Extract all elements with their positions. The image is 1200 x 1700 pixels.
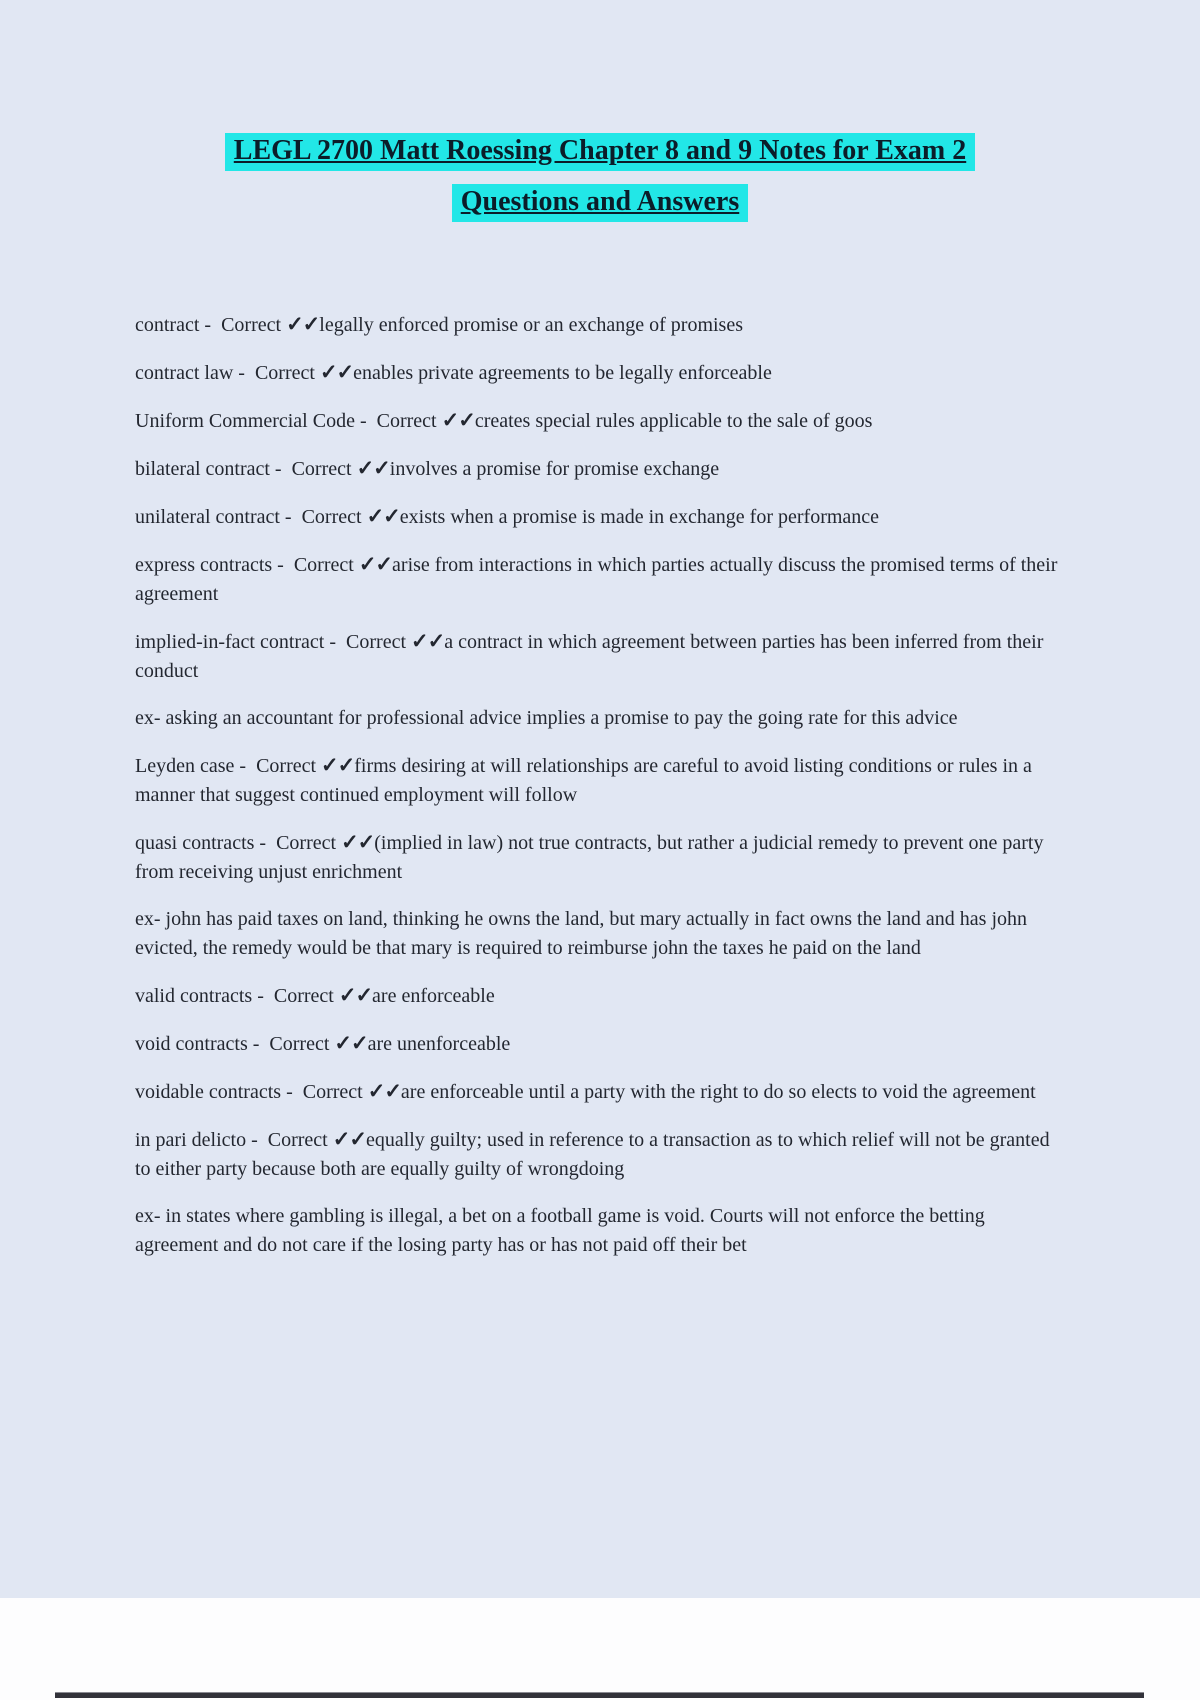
note-text: ex- in states where gambling is illegal, a bet on a football game is void. Courts will not enforce the betting agreement and do not care if the losing party has or has not paid off their bet <box>135 1205 985 1256</box>
qa-term: Uniform Commercial Code <box>135 410 355 432</box>
qa-term: bilateral contract <box>135 458 270 480</box>
page-title <box>0 133 1200 222</box>
qa-answer: a contract in which agreement between parties has been inferred from their conduct <box>135 631 1044 682</box>
note-text: ex- john has paid taxes on land, thinking he owns the land, but mary actually in fact owns the land and has john evicted, the remedy would be that mary is required to reimburse john the taxes he paid on the land <box>135 908 1028 959</box>
qa-term: contract law <box>135 362 234 384</box>
qa-answer: firms desiring at will relationships are careful to avoid listing conditions or rules in a manner that suggest continued employment will follow <box>135 755 1032 806</box>
checkmark-icons: ✓✓ <box>411 629 445 653</box>
qa-separator: - <box>254 832 277 854</box>
qa-separator: - <box>272 554 294 576</box>
page-title-text-2: Questions and Answers <box>452 184 749 222</box>
qa-separator: - <box>247 1033 270 1055</box>
correct-label: Correct <box>346 631 407 653</box>
qa-item <box>135 406 1065 436</box>
qa-term: quasi contracts <box>135 832 255 854</box>
correct-label: Correct <box>221 314 282 336</box>
qa-answer: creates special rules applicable to the sale of goos <box>474 410 873 432</box>
qa-item <box>135 627 1065 686</box>
correct-label: Correct <box>273 985 334 1007</box>
correct-label: Correct <box>293 554 354 576</box>
qa-item <box>135 310 1065 340</box>
correct-label: Correct <box>291 458 352 480</box>
qa-item <box>135 358 1065 388</box>
note-text: ex- asking an accountant for professional advice implies a promise to pay the going rate for this advice <box>135 707 958 729</box>
qa-item <box>135 981 1065 1011</box>
qa-term: express contracts <box>135 554 273 576</box>
qa-answer: involves a promise for promise exchange <box>389 458 720 480</box>
page-title-text-1: LEGL 2700 Matt Roessing Chapter 8 and 9 Notes for Exam 2 <box>225 133 975 171</box>
checkmark-icons: ✓✓ <box>286 312 320 336</box>
qa-list <box>135 310 1065 1260</box>
qa-answer: equally guilty; used in reference to a transaction as to which relief will not be granted to either party because both are equally guilty of wrongdoing <box>135 1129 1050 1180</box>
example-note <box>135 704 1065 733</box>
qa-answer: arise from interactions in which parties actually discuss the promised terms of their agreement <box>135 554 1058 605</box>
qa-term: unilateral contract <box>135 506 280 528</box>
checkmark-icons: ✓✓ <box>321 753 355 777</box>
qa-answer: legally enforced promise or an exchange of promises <box>319 314 743 336</box>
example-note <box>135 1202 1065 1260</box>
qa-separator: - <box>354 410 377 432</box>
qa-separator: - <box>233 362 255 384</box>
checkmark-icons: ✓✓ <box>367 1079 401 1103</box>
correct-label: Correct <box>256 755 317 777</box>
qa-term: contract <box>135 314 200 336</box>
qa-separator: - <box>281 1081 303 1103</box>
qa-item <box>135 454 1065 484</box>
checkmark-icons: ✓✓ <box>366 504 400 528</box>
qa-separator: - <box>279 506 302 528</box>
qa-separator: - <box>324 631 347 653</box>
qa-answer: exists when a promise is made in exchange for performance <box>399 506 880 528</box>
checkmark-icons: ✓✓ <box>319 360 354 384</box>
page-divider-bar <box>55 1692 1144 1698</box>
qa-term: void contracts <box>135 1033 248 1055</box>
qa-answer: are enforceable <box>372 985 495 1007</box>
qa-term: in pari delicto <box>135 1129 247 1151</box>
checkmark-icons: ✓✓ <box>358 552 393 576</box>
qa-separator: - <box>246 1129 268 1151</box>
qa-item <box>135 502 1065 532</box>
qa-separator: - <box>199 314 222 336</box>
correct-label: Correct <box>376 410 437 432</box>
qa-term: Leyden case <box>135 755 235 777</box>
checkmark-icons: ✓✓ <box>356 456 390 480</box>
correct-label: Correct <box>301 506 362 528</box>
qa-answer: are enforceable until a party with the right to do so elects to void the agreement <box>400 1081 1036 1103</box>
qa-term: voidable contracts <box>135 1081 282 1103</box>
qa-answer: (implied in law) not true contracts, but rather a judicial remedy to prevent one party from receiving unjust enrichment <box>135 832 1044 883</box>
correct-label: Correct <box>276 832 337 854</box>
page-title-line-2 <box>0 184 1200 222</box>
checkmark-icons: ✓✓ <box>332 1127 366 1151</box>
example-note <box>135 905 1065 963</box>
qa-answer: enables private agreements to be legally enforceable <box>353 362 772 384</box>
qa-term: valid contracts <box>135 985 253 1007</box>
correct-label: Correct <box>269 1033 330 1055</box>
qa-separator: - <box>252 985 274 1007</box>
qa-answer: are unenforceable <box>367 1033 511 1055</box>
page-title-line-1 <box>0 133 1200 171</box>
qa-term: implied-in-fact contract <box>135 631 325 653</box>
qa-separator: - <box>234 755 257 777</box>
qa-item <box>135 1029 1065 1059</box>
qa-item <box>135 828 1065 887</box>
checkmark-icons: ✓✓ <box>334 1031 368 1055</box>
checkmark-icons: ✓✓ <box>341 830 375 854</box>
correct-label: Correct <box>302 1081 363 1103</box>
checkmark-icons: ✓✓ <box>338 983 373 1007</box>
correct-label: Correct <box>254 362 315 384</box>
correct-label: Correct <box>267 1129 328 1151</box>
qa-item <box>135 550 1065 609</box>
qa-separator: - <box>269 458 292 480</box>
qa-item <box>135 1125 1065 1184</box>
qa-item <box>135 1077 1065 1107</box>
checkmark-icons: ✓✓ <box>441 408 475 432</box>
qa-item <box>135 751 1065 810</box>
